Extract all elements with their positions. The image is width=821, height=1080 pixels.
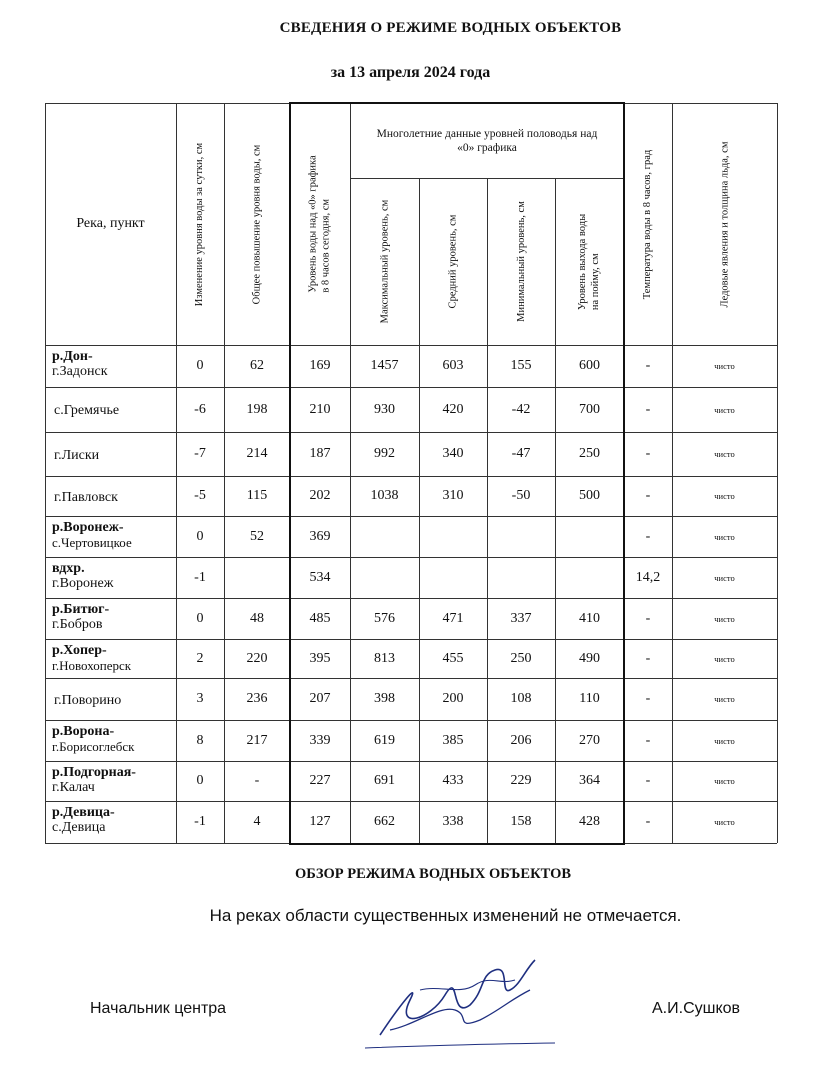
table-row-river <box>52 391 176 430</box>
cell-avg <box>419 516 487 557</box>
cell-total <box>224 557 290 598</box>
cell-total: - <box>254 773 260 788</box>
table-row-river <box>52 643 176 676</box>
cell-flood <box>555 516 624 557</box>
table-row-river <box>52 520 176 555</box>
document-title: СВЕДЕНИЯ О РЕЖИМЕ ВОДНЫХ ОБЪЕКТОВ <box>279 20 622 36</box>
highlight-box-bottom <box>289 843 625 845</box>
river-name: р.Воронеж- <box>52 520 124 535</box>
cell-min: 155 <box>510 358 532 373</box>
cell-level: 227 <box>309 773 331 788</box>
header-floodplain-text: Уровень выхода воды <box>577 213 589 310</box>
cell-ice: чисто <box>714 404 735 415</box>
table-row-river <box>52 682 176 718</box>
cell-temp: - <box>645 528 651 544</box>
station-name: г.Калач <box>52 780 95 795</box>
cell-max: 662 <box>374 814 395 829</box>
station-name: г.Борисоглебск <box>52 739 135 754</box>
river-name: р.Девица- <box>52 805 115 820</box>
header-floodplain <box>555 178 624 345</box>
station-name: с.Чертовицкое <box>52 535 132 550</box>
cell-temp: - <box>645 358 651 373</box>
station-name: г.Воронеж <box>52 576 114 591</box>
cell-change: 0 <box>196 610 204 626</box>
cell-avg: 471 <box>442 610 464 626</box>
header-level-today-text: Уровень воды над «0» графика <box>308 155 320 293</box>
cell-level: 395 <box>309 650 331 666</box>
river-name: р.Хопер- <box>52 643 107 658</box>
station-name: г.Лиски <box>54 447 100 463</box>
cell-max: 398 <box>374 691 395 706</box>
cell-max: 619 <box>374 732 395 748</box>
cell-flood: 250 <box>579 446 600 461</box>
station-name: с.Девица <box>52 820 106 835</box>
cell-change: -1 <box>194 569 206 585</box>
cell-flood: 428 <box>579 814 600 829</box>
cell-max: 691 <box>374 773 395 788</box>
cell-total: 236 <box>246 691 268 706</box>
header-multiyear: Многолетние данные уровней половодья над «0» графика <box>376 127 598 154</box>
table-row-river <box>52 602 176 637</box>
cell-flood: 700 <box>579 401 600 417</box>
cell-avg: 455 <box>442 650 464 666</box>
header-temperature <box>624 103 672 345</box>
cell-change: 0 <box>196 773 204 788</box>
cell-total: 48 <box>250 610 264 626</box>
cell-level: 534 <box>309 569 331 585</box>
cell-total: 198 <box>246 401 268 417</box>
header-avg-level <box>419 178 487 345</box>
cell-avg: 385 <box>442 732 464 748</box>
header-temperature-text: Температура воды в 8 часов, град <box>642 149 654 299</box>
cell-max <box>350 557 419 598</box>
cell-max: 1038 <box>370 488 399 503</box>
cell-ice: чисто <box>714 361 735 371</box>
cell-flood: 110 <box>579 691 600 706</box>
cell-flood: 500 <box>579 488 600 503</box>
cell-change: 3 <box>196 691 204 706</box>
header-total-rise <box>224 103 290 345</box>
cell-level: 202 <box>309 488 331 503</box>
cell-temp: - <box>645 488 651 503</box>
cell-temp: - <box>645 446 651 461</box>
table-row-river <box>52 765 176 799</box>
cell-ice: чисто <box>714 776 735 786</box>
cell-flood: 410 <box>579 610 600 626</box>
header-level-today-text-2: в 8 часов сегодня, см <box>321 198 333 293</box>
signatory-position: Начальник центра <box>90 1000 227 1017</box>
cell-ice: чисто <box>714 572 735 583</box>
document-date: за 13 апреля 2024 года <box>330 64 491 81</box>
table-row-river <box>52 480 176 514</box>
cell-change: -6 <box>194 401 206 417</box>
cell-level: 339 <box>309 732 331 748</box>
station-name: г.Бобров <box>52 617 103 632</box>
cell-level: 207 <box>309 691 331 706</box>
header-ice-text: Ледовые явления и толщина льда, см <box>719 141 731 307</box>
cell-ice: чисто <box>714 613 735 624</box>
review-title: ОБЗОР РЕЖИМА ВОДНЫХ ОБЪЕКТОВ <box>294 866 572 882</box>
cell-max: 813 <box>374 650 395 666</box>
cell-change: -5 <box>194 488 206 503</box>
cell-min: 250 <box>510 650 532 666</box>
cell-avg: 310 <box>442 488 464 503</box>
header-total-rise-text: Общее повышение уровня воды, см <box>251 144 263 304</box>
table-row-river <box>52 805 176 841</box>
cell-min <box>487 516 555 557</box>
cell-avg: 340 <box>442 446 464 461</box>
cell-min <box>487 557 555 598</box>
river-name: р.Подгорная- <box>52 765 136 780</box>
cell-temp: - <box>645 732 651 748</box>
river-name: вдхр. <box>52 561 85 576</box>
cell-total: 217 <box>246 732 268 748</box>
cell-max: 1457 <box>370 358 399 373</box>
cell-change: -1 <box>194 814 206 829</box>
station-name: г.Поворино <box>54 692 122 708</box>
cell-min: 337 <box>510 610 532 626</box>
table-row-river <box>52 436 176 474</box>
header-max-level <box>350 178 419 345</box>
cell-total: 62 <box>250 358 264 373</box>
column-border <box>777 103 778 843</box>
signatory-name: А.И.Сушков <box>652 1000 741 1017</box>
cell-temp: - <box>645 650 651 666</box>
station-name: г.Новохоперск <box>52 658 132 673</box>
cell-avg <box>419 557 487 598</box>
cell-ice: чисто <box>714 449 735 459</box>
cell-change: -7 <box>194 446 206 461</box>
header-min-level <box>487 178 555 345</box>
cell-ice: чисто <box>714 531 735 542</box>
cell-total: 220 <box>246 650 268 666</box>
cell-temp: - <box>645 814 651 829</box>
cell-temp: - <box>645 691 651 706</box>
cell-change: 8 <box>196 732 204 748</box>
cell-flood: 364 <box>579 773 600 788</box>
station-name: с.Гремячье <box>54 403 120 418</box>
cell-flood: 490 <box>579 650 600 666</box>
cell-flood: 600 <box>579 358 600 373</box>
cell-min: 206 <box>510 732 532 748</box>
cell-avg: 338 <box>442 814 464 829</box>
cell-change: 0 <box>196 528 204 544</box>
header-floodplain-text-2: на пойму, см <box>590 252 602 310</box>
cell-level: 169 <box>309 358 331 373</box>
header-river: Река, пункт <box>76 216 145 231</box>
cell-min: 229 <box>510 773 532 788</box>
cell-min: -50 <box>511 488 531 503</box>
cell-level: 485 <box>309 610 331 626</box>
station-name: г.Павловск <box>54 489 118 505</box>
cell-min: -42 <box>511 401 531 417</box>
cell-temp: - <box>645 610 651 626</box>
river-name: р.Ворона- <box>52 724 115 739</box>
cell-avg: 420 <box>442 401 464 417</box>
station-name: г.Задонск <box>52 364 108 379</box>
cell-avg: 200 <box>442 691 464 706</box>
cell-level: 369 <box>309 528 331 544</box>
cell-change: 2 <box>196 650 204 666</box>
cell-max: 576 <box>374 610 395 626</box>
cell-ice: чисто <box>714 653 735 664</box>
cell-max: 992 <box>374 446 395 461</box>
cell-total: 115 <box>246 488 268 503</box>
cell-ice: чисто <box>714 735 735 746</box>
cell-temp: - <box>645 773 651 788</box>
header-max-level-text: Максимальный уровень, см <box>379 199 391 324</box>
cell-level: 210 <box>309 401 331 417</box>
river-name: р.Битюг- <box>52 602 110 617</box>
cell-max: 930 <box>374 401 395 417</box>
cell-ice: чисто <box>714 694 735 704</box>
header-avg-level-text: Средний уровень, см <box>447 214 459 309</box>
table-row-river <box>52 724 176 759</box>
signature <box>360 950 560 1050</box>
cell-max <box>350 516 419 557</box>
table-row-river <box>52 349 176 385</box>
table-row-river <box>52 561 176 596</box>
header-min-level-text: Минимальный уровень, см <box>515 201 527 322</box>
header-change-text: Изменение уровня воды за сутки, см <box>194 142 206 306</box>
cell-temp: - <box>645 401 651 417</box>
cell-total: 214 <box>246 446 268 461</box>
cell-avg: 603 <box>442 358 464 373</box>
header-level-today <box>290 103 350 345</box>
river-name: р.Дон- <box>52 349 93 364</box>
cell-level: 187 <box>309 446 331 461</box>
cell-change: 0 <box>196 358 204 373</box>
cell-temp: 14,2 <box>635 569 661 585</box>
cell-min: -47 <box>511 446 531 461</box>
cell-ice: чисто <box>714 491 735 501</box>
cell-min: 108 <box>510 691 532 706</box>
cell-level: 127 <box>309 814 331 829</box>
cell-min: 158 <box>510 814 532 829</box>
cell-flood: 270 <box>579 732 600 748</box>
cell-avg: 433 <box>442 773 464 788</box>
header-change <box>176 103 224 345</box>
header-ice <box>672 103 777 345</box>
cell-ice: чисто <box>714 817 735 827</box>
cell-flood <box>555 557 624 598</box>
cell-total: 4 <box>253 814 261 829</box>
cell-total: 52 <box>250 528 264 544</box>
review-text: На реках области существенных изменений не отмечается. <box>209 906 682 925</box>
